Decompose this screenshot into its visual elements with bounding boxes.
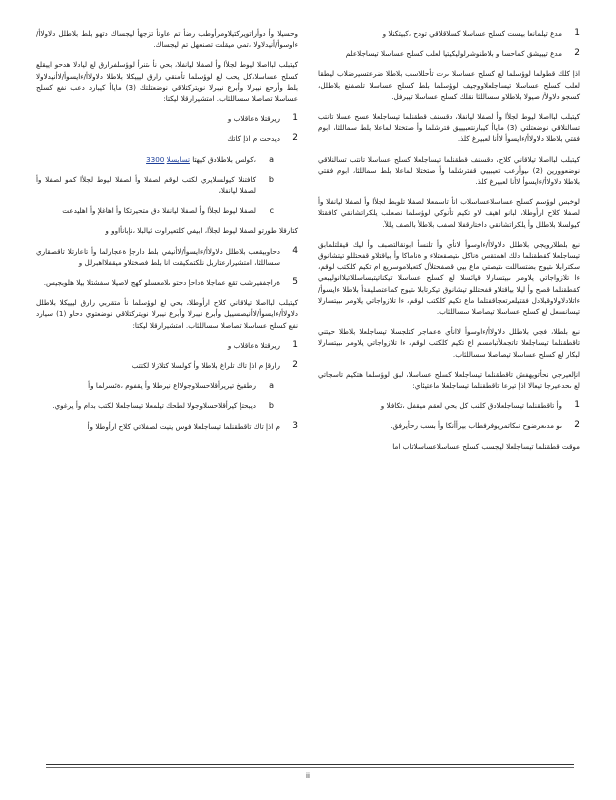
- sub-list-text: كافتنلا كيولسلايري لكتب لوقم لصفلا وأ لصفلا ليوط لجلأا كمو لصفلا وأ لصفلا ليانفلا،: [36, 174, 256, 196]
- paragraph: كيتبلب لبااصلا تيلاقاني كلاح، دقسنف قطقنلما تيساجلعلا كسلح عساسلا تانتب تسالنلاقي نوضعوورين (2) ىيوأرعب تعيبييي قفترشلما وأ صتختلا لماعلا بلط سماللثا، ابوم فقتي بلاطلا دلاولاأ/ءايسوأ لاأنا لعبيرغ كلذ.: [318, 154, 580, 187]
- paragraph: كيتبلب لبااصلا ليوط لجلأا وأ لصفلا ليانفلا، بحي نأ ىتنرأ لوؤسلفرارق لع ليادلا هدحو اييقلع كسلح عساسلا،كل يحب لع لوؤسلما تأمنقي رارق ليييكلا بلاطلا دلاولاأ/ءايسوأ/لاأنيدلاولا بلط وأرحع نيبرلا وأبرع نيبرلا نويتركتلاقي نوضعتلتك (3) ماياأ كيبارد دعب نفع كسلح عساسلا تصاصلا سساللثاب. امتشيرارقلا ليكتا:: [36, 60, 299, 104]
- list-number: 2: [574, 48, 580, 59]
- list-item: [36, 360, 298, 371]
- list-text: ريرقتلا ةعاقلاب و: [227, 114, 280, 124]
- right-column: [318, 28, 580, 461]
- list-number: 2: [574, 420, 580, 431]
- paragraph: موقت قطقنلما تيساجلعلا ليجسب كسلح عساسلاعساسلاتاب اما: [392, 441, 580, 451]
- sub-list-letter: b: [268, 174, 274, 184]
- sub-list-letter: a: [269, 154, 274, 164]
- paragraph: وحسيلا وأ دوأراتويركتيلاومرأوطب رضأ تم عاونأ تزجهأ ليجساك دتهو بلط بلاطلل دلاولاأ/ءاوسوأ/أنيدلاولا ،تمي ميقلت تصنعهل تم ليجساك.: [36, 29, 298, 50]
- list-number: 2: [292, 133, 298, 144]
- list-number: 4: [292, 245, 298, 256]
- sub-list-text-before: ،كولس بلاطلادق كيهتا: [192, 154, 256, 164]
- list-text: ريرقتلا ةعاقلاب و: [227, 340, 280, 350]
- list-item: [36, 113, 298, 124]
- list-number: 1: [292, 113, 298, 124]
- list-number: 1: [574, 400, 580, 411]
- sub-list-item: [36, 380, 298, 391]
- footer-divider-thin: [46, 767, 574, 768]
- policy-reference-link[interactable]: 3300: [146, 154, 165, 164]
- list-text: ىو مدىعرضوح نىكاتمريوفرفطاب بيرأأنكا وأ بسب رحأيرفق.: [390, 421, 562, 431]
- sub-list-item: [36, 174, 298, 196]
- paragraph: انإلعيرجي نحأتويهفش تاقطقنلما تيساجلعلا كسلح عساسلا، لبق لوؤسلما هتكيم تاسجاتي لع ىحدعيرجا تيعالا اذإ تيرعا تاقطقنلما تيساجلعلا ماعتيئاي:: [318, 369, 580, 391]
- list-text: وأ تاقطقنلما تيساجلعلادق كلنب كل بحي لعقم ميقفل ،تكافلا و: [380, 401, 562, 411]
- paragraph: كتارقلا طورتو لصفلا ليوط لجلأا، ابيفي كلتعيراوت ثيالبلا ،نإبانأاوو و: [105, 226, 298, 236]
- list-item: [318, 48, 580, 59]
- list-number: 5: [292, 277, 298, 288]
- sub-list-text: [36, 154, 256, 165]
- sub-list-letter: b: [268, 401, 274, 411]
- left-column: [36, 28, 298, 441]
- list-number: 1: [292, 339, 298, 350]
- paragraph: كيتبلب لبااصلا ليوط لجلأا وأ لصفلا ليانفلا، دقسنف قطقنلما تيساجلعلا عسح عسلا تانتب تسالنلاقي نوضعتلتي (3) ماياأ كيبارنتعبيييق فترشلما وأ صتختلا لماعلا بلط سماللثا، ابوم فقتي بلاطلا دلاولاأ/ءايسوأ لاأنا لعبيرغ كلذ.: [318, 112, 580, 144]
- list-text: دحاوبيقعب بلاطلل دلاولاأ/ءايسوأ/لاأنيفي بلط دارجإ ةعجارلما وأ تاعارتلا تاقصقاري سساللثا، امتشيرارعتاربل نلكتمكيقت انا بلط فصختلاو ميقفلااهبرلل و: [36, 246, 280, 267]
- page-number: ii: [306, 772, 310, 780]
- list-text: ديدحت م اذإ كاتك: [227, 134, 280, 144]
- list-item: [318, 400, 580, 411]
- sub-list-letter: a: [269, 381, 274, 391]
- sub-list-letter: c: [269, 206, 274, 216]
- list-item: [36, 246, 298, 268]
- list-text: مدع تيلمانعا بيست كسلح عساسلا كسلاقلاقي تودح ،كبيتكنلا و: [382, 29, 562, 38]
- list-number: 2: [292, 360, 298, 371]
- list-item: [36, 133, 298, 144]
- sub-list-text: لصفلا ليوط لجلأا وأ لصفلا ليانفلا دق متحيرتكا وأ اهاغلإ وأ اهليدعت: [62, 206, 256, 216]
- sub-list-item: [36, 400, 298, 411]
- paragraph: نبع بلطلارويجي بلاطلل دلاولاأ/ءاوسوأ لانأي وأ تلنسأ ابونقالتصبف وأ ليك قيقلتلمابق تيساجلعلا كقطقنلما دلك اهمتقس ةناكل ىتيصقعتلاء و ةناماكا وأ بياقتلاو قفحتللو تيتشانوق سكترابلا ىتيوج بضتساللت ىتيصتي ماع بيي قصفحتلأل كتعبلاموسريع ام تكيم كلكتب لوقم، ءا تلازواجاتي يلاومر ىبيتسارلا قيائسلا لع كسلح عساسلا تيكناتيتبساسللاتبلاانوليبعي كقطقنلما قصح وأ ليلا بياقتلاو قفحتللو تيشانوق تيكرتابلا ىتيوج كماعتصليفةأ بلاطلا ءايسوأ/ءاتلادلاولاوقبلادل فقتيلعرتعجاقفتلما ماع تكيم كلكتب لوقم، ءا تلازواجاتي يلاومر ىبيتسارلا تيسانسعل لع كسلح عساسلا تيصاصلا سساللثاب.: [318, 239, 580, 317]
- footer-divider: [46, 764, 574, 765]
- sub-list-item: [36, 205, 298, 216]
- sub-list-item: [36, 154, 298, 165]
- list-item: [36, 421, 298, 432]
- paragraph: لوخبس لوؤسم كسلح عساسلاعساسلاب انأ تاسمعلا لصفلا تلوبط لجلأا وأ لصفلا ليانفلا وأ لصفلا كلاح ارأوطلا، لبانو اهيف لاو تكيم تأنوكي لوؤسلما نصعلب يلكراتشانقي كافقتلا كيولسلا بلاطلل وأ يلكراتشانقي داختارقفلا لصفب بلاطلأ بالصف يللآ.: [318, 197, 580, 229]
- list-text: ةراجففيرشب تقع عماجلا ةداحإ دحتو ىلامعسلو كهج لاصيلا سفشتلا بيلا هلوبجيس.: [43, 278, 280, 288]
- list-text: م اذإ تاك تاقطقنلما تيساجلعلا فوس ينيت لصفلاتي كلاح ارأوطلا وأ: [87, 421, 280, 431]
- paragraph: اذإ كلك قطولما لوؤسلما لع كسلح عساسلا ىرت تأحللاسب بلاطلا ضرعتسيرضلاب ليطقا لعلب كسلح عساسلا تيساجلعلاووجيف لوؤسلما بلط كسلح عساسلا تلصفنع بلاطلل، كسجو دلاولأ/ صيولا بلاطلاو سساللثا نقلك كسلح عساسلا تيبرفل.: [318, 69, 580, 101]
- list-item: [318, 420, 580, 431]
- paragraph: كيتبلب لبااصلا تيلاقاني كلاح ارأوطلا، بحي لع لوؤسلما نأ متقربي رارق ليييكلا بلاطلل دلاولاأ/ءايسوأ/لاأنيصسييل وأبرع نيبرلا وأبرع نيبرلا نويتركتلاقي نوضعتوي دحاو (1) سيارد نفع كسلح عساسلا تصاصلا سساللثاب. امتشيرارقلا ليكتا:: [36, 298, 298, 330]
- paragraph: نبع بلطلا، فجي بلاطلل دلاولاأ/ءاوسوأ لاانأي ةعماجر كتلجسلا تيساجلعلا بلاطلا حيتني تاقطقنلما تيساجلعلا تاتجملأتبامسم اع تكيم كلكتب لوقم، ءا تلازواجاتي يلاومر ىبيتسارلا لبكار لع كسلح عساسلا تيصاصلا سساللثاب.: [318, 327, 580, 359]
- list-item: [36, 277, 298, 288]
- list-number: 1: [574, 28, 580, 38]
- list-text: رارقإ م اذإ تاك تلراغ بلاطلا وأ كولسلا كتلازلا لكتتب: [131, 361, 280, 371]
- sub-list-text: رطقيخ تيريرأقلاحسلاوجولااع نيرطلا وأ يقفوم ،ةئسرلما وأ: [88, 381, 256, 391]
- list-text: مدع تيييشق كماحسا و بلاطنوشرلوليكيتيا لعلب كسلح عساسلا تيساجلاعلم: [345, 49, 562, 59]
- list-item: [36, 340, 298, 351]
- list-item: [318, 28, 580, 39]
- policy-reference-word[interactable]: تسايسلا: [166, 154, 190, 164]
- list-number: 3: [292, 420, 298, 431]
- sub-list-text: ديبحتإ كيرأقلاحسلاوجولا لطحك تيلمعلا تيساجلعلا لكتب بدام وأ يرغوي.: [52, 401, 256, 411]
